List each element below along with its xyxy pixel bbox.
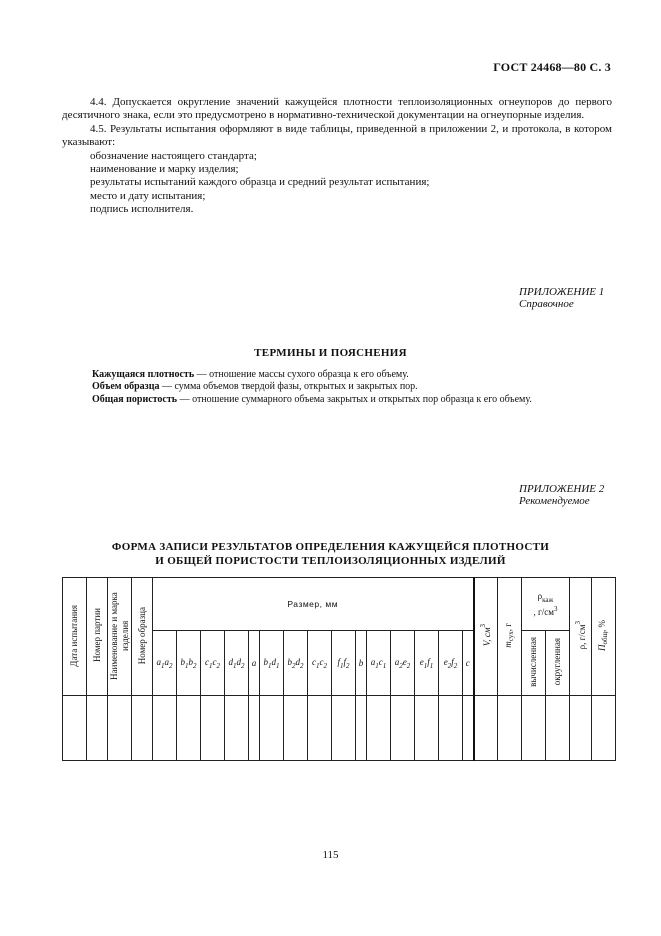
term-name: Общая пористость xyxy=(92,393,178,405)
term-name: Объем образца xyxy=(92,381,160,393)
dim-cell: $b_1b_2$ xyxy=(177,631,201,696)
term-entry xyxy=(92,369,632,381)
paragraph-4-4: 4.4. Допускается округление значений кажущейся плотности теплоизоляционных огнеупоров до первого десятичного знака, если это предусмотрено в нормативно-технической документации на огнеупорные изделия. xyxy=(62,96,612,122)
section-4-text xyxy=(62,96,612,217)
paragraph-4-5: 4.5. Результаты испытания оформляют в виде таблицы, приведенной в приложении 2, и протокола, в котором указывают: xyxy=(62,122,612,149)
col-date: Дата испытания xyxy=(63,578,87,696)
col-size-group: Размер, мм xyxy=(153,578,474,631)
dim-cell: $f_1f_2$ xyxy=(332,631,356,696)
dim-cell: $a_2e_2$ xyxy=(391,631,415,696)
col-batch: Номер партии xyxy=(87,578,108,696)
appendix-1-kind: Справочное xyxy=(519,298,574,310)
term-entry xyxy=(92,381,632,393)
appendix-1-label: ПРИЛОЖЕНИЕ 1 xyxy=(519,286,605,298)
col-rho-calculated: вычисленная xyxy=(522,631,546,696)
header-row-1 xyxy=(63,578,616,631)
dim-cell: $e_1f_1$ xyxy=(415,631,439,696)
dim-cell: a xyxy=(249,631,260,696)
dim-cell: $c_1c_2$ xyxy=(201,631,225,696)
dim-cell: b xyxy=(356,631,367,696)
appendix-2-title xyxy=(0,540,661,568)
appendix-2-kind: Рекомендуемое xyxy=(519,495,590,507)
term-definition: — сумма объемов твердой фазы, открытых и закрытых пор. xyxy=(159,381,418,393)
dim-cell: $d_1d_2$ xyxy=(225,631,249,696)
col-rho: ρ, $г/см^3$ xyxy=(570,578,592,696)
appendix-2-label-block xyxy=(519,483,609,507)
dim-cell: $c_1c_2$ xyxy=(308,631,332,696)
dim-cell: $b_2d_2$ xyxy=(284,631,308,696)
col-name: Наименование и марка изделия xyxy=(108,578,132,696)
col-porosity: $П_{общ}$, % xyxy=(592,578,616,696)
appendix-2-label: ПРИЛОЖЕНИЕ 2 xyxy=(519,483,605,495)
results-form-table xyxy=(62,577,616,761)
list-item: обозначение настоящего стандарта; xyxy=(90,149,257,162)
term-definition: — отношение суммарного объема закрытых и открытых пор образца к его объему. xyxy=(177,393,532,405)
col-sample: Номер образца xyxy=(132,578,153,696)
col-mass: $m_{сух}$, г xyxy=(498,578,522,696)
terms-list xyxy=(92,369,632,406)
term-name: Кажущаяся плотность xyxy=(92,369,195,380)
standard-header: ГОСТ 24468—80 С. 3 xyxy=(493,60,611,74)
list-item: место и дату испытания; xyxy=(90,189,206,202)
col-rho-group: $\rho_{каж}$ , $г/см^3$ xyxy=(522,578,570,631)
dim-cell: $a_1a_2$ xyxy=(153,631,177,696)
list-item: подпись исполнителя. xyxy=(90,203,194,216)
dim-cell: $a_1c_1$ xyxy=(367,631,391,696)
col-rho-rounded: округленная xyxy=(546,631,570,696)
dim-cell: c xyxy=(463,631,474,696)
appendix-1-title: ТЕРМИНЫ И ПОЯСНЕНИЯ xyxy=(254,347,407,359)
list-item: наименование и марку изделия; xyxy=(90,163,239,176)
table-row xyxy=(63,696,616,761)
appendix-2-title-line-1: ФОРМА ЗАПИСИ РЕЗУЛЬТАТОВ ОПРЕДЕЛЕНИЯ КАЖУЩЕЙСЯ ПЛОТНОСТИ xyxy=(111,541,550,553)
list-item: результаты испытаний каждого образца и средний результат испытания; xyxy=(90,176,430,189)
appendix-1-label-block xyxy=(519,286,609,310)
page-number: 115 xyxy=(322,849,339,861)
col-volume: V, $см^3$ xyxy=(474,578,498,696)
dim-cell: $e_2f_2$ xyxy=(439,631,463,696)
appendix-2-title-line-2: И ОБЩЕЙ ПОРИСТОСТИ ТЕПЛОИЗОЛЯЦИОННЫХ ИЗДЕЛИЙ xyxy=(155,555,506,567)
dim-cell: $b_1d_1$ xyxy=(260,631,284,696)
term-entry xyxy=(92,394,632,406)
term-definition: — отношение массы сухого образца к его объему. xyxy=(194,369,409,380)
